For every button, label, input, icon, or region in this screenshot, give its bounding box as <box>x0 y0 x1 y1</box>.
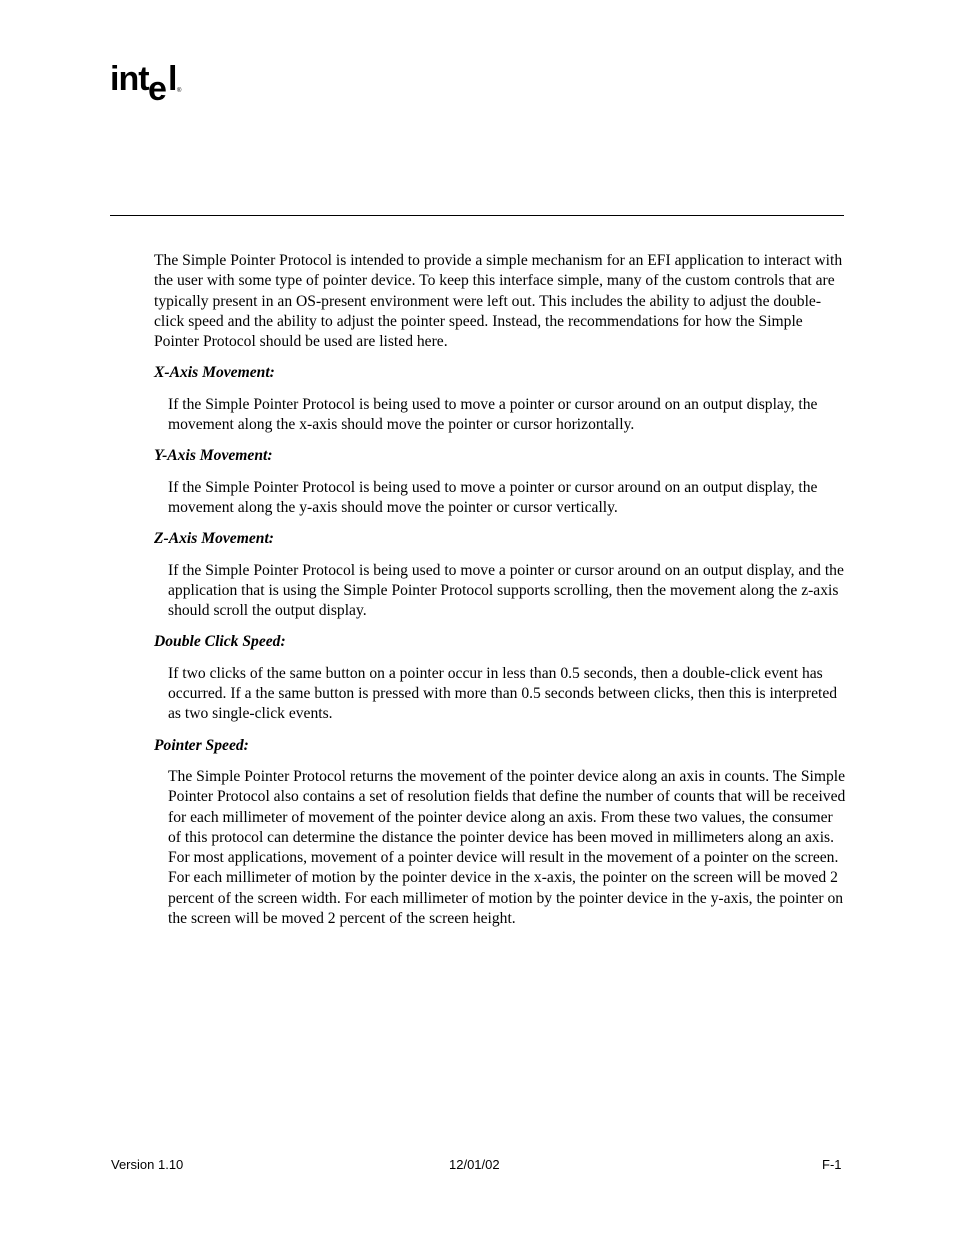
section-text-y-axis: If the Simple Pointer Protocol is being used to move a pointer or cursor around on an output display, the movement along the y-axis should move the pointer or cursor vertically. <box>168 478 818 516</box>
section-text-double-click: If two clicks of the same button on a pointer occur in less than 0.5 seconds, then a double-click event has occurred. If a the same button is pressed with more than 0.5 seconds between clicks, then this is interpreted as two single-click events. <box>168 664 838 723</box>
svg-text:int: int <box>110 60 149 98</box>
svg-text:®: ® <box>177 88 182 94</box>
section-term-y-axis: Y-Axis Movement: <box>154 447 273 465</box>
section-text-x-axis: If the Simple Pointer Protocol is being used to move a pointer or cursor around on an output display, the movement along the x-axis should move the pointer or cursor horizontally. <box>168 395 818 434</box>
section-text-z-axis: If the Simple Pointer Protocol is being used to move a pointer or cursor around on an output display, and the application that is using the Simple Pointer Protocol supports scrolling, then the movement along the z-axis should scroll the output display. <box>168 561 844 620</box>
intel-logo <box>110 58 190 106</box>
section-term-z-axis: Z-Axis Movement: <box>154 530 274 548</box>
footer-date: 12/01/02 <box>449 1157 500 1172</box>
document-body <box>154 251 846 940</box>
footer-page-number: F-1 <box>822 1157 842 1172</box>
intro-paragraph: The Simple Pointer Protocol is intended to provide a simple mechanism for an EFI application to interact with the user with some type of pointer device. To keep this interface simple, many of the custom controls that are typically present in an OS-present environment were left out. This includes the ability to adjust the double-click speed and the ability to adjust the pointer speed. Instead, the recommendations for how the Simple Pointer Protocol should be used are listed here. <box>154 252 843 351</box>
footer-version: Version 1.10 <box>111 1157 184 1172</box>
section-term-x-axis: X-Axis Movement: <box>154 364 275 382</box>
svg-text:e: e <box>148 70 166 106</box>
section-term-double-click: Double Click Speed: <box>154 633 286 651</box>
section-text-pointer-speed: The Simple Pointer Protocol returns the movement of the pointer device along an axis in counts. The Simple Pointer Protocol also contains a set of resolution fields that define the number of counts that will be received for each millimeter of movement of the pointer device along an axis. From these two values, the consumer of this protocol can determine the distance the pointer device has been moved in millimeters along an axis. For most applications, movement of a pointer device will result in the movement of a pointer on the screen. For each millimeter of motion by the pointer device in the x-axis, the pointer on the screen will be moved 2 percent of the screen width. For each millimeter of motion by the pointer device in the y-axis, the pointer on the screen will be moved 2 percent of the screen height. <box>168 767 846 928</box>
header-rule <box>110 215 844 216</box>
intel-logo-graphic <box>110 58 190 106</box>
section-term-pointer-speed: Pointer Speed: <box>154 736 249 754</box>
svg-text:l: l <box>168 60 178 98</box>
